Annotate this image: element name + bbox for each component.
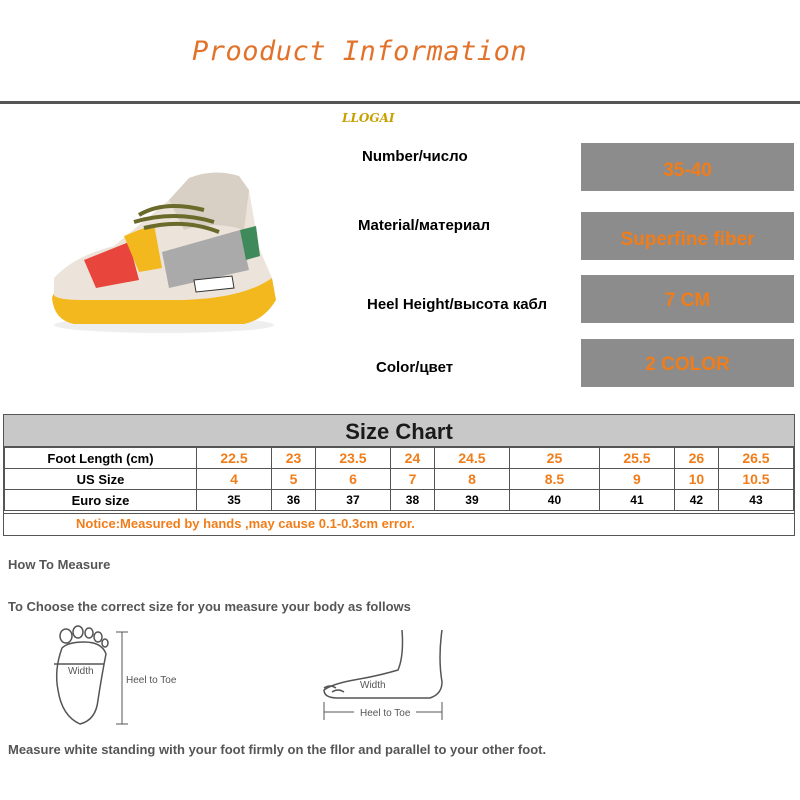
- spec-value-heel-height: 7 CM: [581, 275, 794, 323]
- spec-value-material: Superfine fiber: [581, 212, 794, 260]
- how-to-measure-instruction: To Choose the correct size for you measure your body as follows: [8, 599, 411, 614]
- table-cell: 35: [197, 490, 272, 511]
- table-cell: 6: [315, 469, 390, 490]
- row-label: US Size: [5, 469, 197, 490]
- table-cell: 26.5: [718, 448, 793, 469]
- spec-label-number: Number/число: [362, 148, 468, 165]
- table-cell: 22.5: [197, 448, 272, 469]
- table-cell: 25.5: [599, 448, 674, 469]
- side-heel-to-toe-label: Heel to Toe: [360, 708, 411, 719]
- table-cell: 42: [674, 490, 718, 511]
- table-cell: 41: [599, 490, 674, 511]
- table-cell: 24.5: [434, 448, 509, 469]
- table-cell: 25: [509, 448, 599, 469]
- table-cell: 26: [674, 448, 718, 469]
- table-cell: 38: [390, 490, 434, 511]
- how-to-measure-title: How To Measure: [8, 557, 111, 572]
- table-cell: 40: [509, 490, 599, 511]
- table-cell: 7: [390, 469, 434, 490]
- row-label: Euro size: [5, 490, 197, 511]
- header-divider: [0, 101, 800, 104]
- size-chart-table: [4, 447, 794, 511]
- row-label: Foot Length (cm): [5, 448, 197, 469]
- page-title: Prooduct Information: [192, 36, 528, 67]
- measure-note: Measure white standing with your foot firmly on the fllor and parallel to your other foot.: [8, 742, 547, 757]
- spec-value-number: 35-40: [581, 143, 794, 191]
- table-row: [5, 448, 794, 469]
- table-cell: 8.5: [509, 469, 599, 490]
- size-chart: [3, 414, 795, 536]
- table-cell: 36: [271, 490, 315, 511]
- table-cell: 23.5: [315, 448, 390, 469]
- table-cell: 5: [271, 469, 315, 490]
- table-cell: 23: [271, 448, 315, 469]
- heel-to-toe-label: Heel to Toe: [126, 675, 177, 686]
- table-cell: 10: [674, 469, 718, 490]
- table-cell: 8: [434, 469, 509, 490]
- table-row: [5, 469, 794, 490]
- table-cell: 10.5: [718, 469, 793, 490]
- table-cell: 43: [718, 490, 793, 511]
- side-width-label: Width: [360, 680, 386, 691]
- table-cell: 37: [315, 490, 390, 511]
- spec-label-color: Color/цвет: [376, 359, 454, 376]
- size-chart-notice: Notice:Measured by hands ,may cause 0.1-0.3cm error.: [4, 513, 794, 535]
- foot-side-view-diagram: [318, 628, 458, 723]
- table-cell: 39: [434, 490, 509, 511]
- table-cell: 9: [599, 469, 674, 490]
- size-chart-title: Size Chart: [4, 415, 794, 447]
- spec-label-heel-height: Heel Height/высота кабл: [367, 296, 547, 313]
- spec-label-material: Material/материал: [358, 217, 491, 234]
- foot-top-view-diagram: [40, 620, 200, 730]
- table-row: [5, 490, 794, 511]
- spec-value-color: 2 COLOR: [581, 339, 794, 387]
- brand-label: LLOGAI: [342, 111, 395, 125]
- table-cell: 4: [197, 469, 272, 490]
- width-label: Width: [68, 666, 94, 677]
- table-cell: 24: [390, 448, 434, 469]
- product-image: [44, 160, 284, 350]
